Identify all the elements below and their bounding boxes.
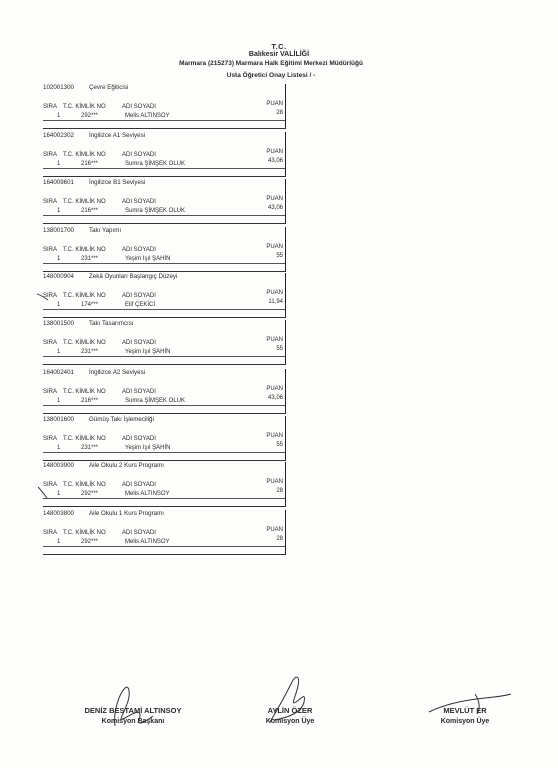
row-sira: 1 [57, 208, 61, 214]
row-sira: 1 [57, 256, 61, 262]
col-sira: SIRA [43, 293, 58, 299]
course-block [43, 132, 286, 177]
col-sira: SIRA [43, 530, 58, 536]
signature-scribble-member-1 [262, 672, 322, 727]
course-block [43, 84, 286, 129]
row-puan: 28 [276, 110, 283, 116]
course-code: 164002401 [43, 369, 74, 376]
col-ad: ADI SOYADI [122, 340, 156, 346]
header-tc: T.C. [271, 42, 287, 51]
col-puan: PUAN [266, 337, 283, 343]
course-name: İngilizce A2 Seviyesi [89, 369, 146, 376]
col-puan: PUAN [266, 479, 283, 485]
col-tc: T.C. KİMLİK NO [63, 436, 106, 442]
row-sira: 1 [57, 539, 61, 545]
col-puan: PUAN [266, 527, 283, 533]
row-sira: 1 [57, 161, 61, 167]
course-name: Takı Yapımı [89, 227, 122, 234]
course-header [43, 84, 128, 91]
course-header [43, 369, 145, 376]
row-tc: 292*** [81, 539, 99, 545]
col-sira: SIRA [43, 199, 58, 205]
col-puan: PUAN [266, 290, 283, 296]
row-ad: Elif ÇEKİCİ [125, 302, 156, 308]
course-code: 138001700 [43, 227, 74, 234]
course-header [43, 132, 145, 139]
row-divider [43, 263, 285, 264]
row-divider [43, 405, 285, 406]
row-ad: Sumra ŞİMŞEK OLUK [125, 208, 186, 214]
row-ad: Sumra ŞİMŞEK OLUK [125, 161, 186, 167]
col-ad: ADI SOYADI [122, 436, 156, 442]
row-puan: 55 [276, 346, 283, 352]
course-header [43, 273, 177, 280]
col-ad: ADI SOYADI [122, 530, 156, 536]
course-code: 148000904 [43, 273, 74, 280]
signatory-role: Komisyon Başkanı [101, 718, 165, 725]
row-puan: 43,06 [267, 158, 283, 164]
signatory-name: MEVLÜT ER [443, 706, 487, 715]
row-divider [43, 215, 285, 216]
col-tc: T.C. KİMLİK NO [63, 293, 106, 299]
course-name: Takı Tasarımcısı [89, 320, 134, 327]
course-name: Zekâ Oyunları Başlangıç Düzeyi [89, 273, 178, 280]
row-sira: 1 [57, 398, 61, 404]
row-puan: 55 [276, 442, 283, 448]
row-divider [43, 356, 285, 357]
row-puan: 11,94 [268, 299, 283, 305]
col-ad: ADI SOYADI [122, 482, 156, 488]
row-sira: 1 [57, 445, 61, 451]
col-tc: T.C. KİMLİK NO [63, 530, 106, 536]
col-puan: PUAN [266, 244, 283, 250]
course-header [43, 320, 134, 327]
row-tc: 216*** [81, 398, 99, 404]
course-name: İngilizce A1 Seviyesi [89, 132, 146, 139]
col-ad: ADI SOYADI [122, 389, 156, 395]
row-tc: 231*** [81, 349, 99, 355]
row-tc: 292*** [81, 113, 99, 119]
row-puan: 28 [276, 536, 283, 542]
course-header [43, 416, 154, 423]
row-sira: 1 [57, 302, 61, 308]
col-tc: T.C. KİMLİK NO [63, 340, 106, 346]
col-ad: ADI SOYADI [122, 152, 156, 158]
signatory-role: Komisyon Üye [265, 718, 315, 725]
course-name: İngilizce B1 Seviyesi [89, 179, 146, 186]
course-code: 102001300 [43, 84, 74, 91]
course-code: 164002302 [43, 132, 74, 139]
signature-scribble-chair [95, 682, 165, 732]
row-puan: 55 [276, 253, 283, 259]
col-puan: PUAN [266, 101, 283, 107]
header-governorship: Balıkesir VALİLİĞİ [248, 51, 310, 58]
row-puan: 43,06 [267, 395, 283, 401]
row-tc: 216*** [81, 161, 99, 167]
row-tc: 231*** [81, 445, 99, 451]
row-sira: 1 [57, 113, 61, 119]
course-block [43, 179, 286, 224]
col-tc: T.C. KİMLİK NO [63, 152, 106, 158]
course-name: Gümüş Takı İşlemeciliği [89, 416, 154, 423]
col-sira: SIRA [43, 247, 58, 253]
col-ad: ADI SOYADI [122, 104, 156, 110]
row-tc: 174*** [81, 302, 99, 308]
col-tc: T.C. KİMLİK NO [63, 389, 106, 395]
row-tc: 292*** [81, 491, 99, 497]
row-divider [43, 546, 285, 547]
course-code: 164009601 [43, 179, 74, 186]
course-block [43, 416, 286, 461]
col-sira: SIRA [43, 389, 58, 395]
course-block [43, 369, 286, 414]
course-block [43, 510, 286, 555]
course-block [43, 462, 286, 507]
course-code: 148003800 [43, 510, 74, 517]
course-header [43, 510, 164, 517]
course-block [43, 273, 286, 318]
col-ad: ADI SOYADI [122, 247, 156, 253]
col-tc: T.C. KİMLİK NO [63, 104, 106, 110]
col-tc: T.C. KİMLİK NO [63, 482, 106, 488]
row-sira: 1 [57, 491, 61, 497]
header-list-title: Usta Öğretici Onay Listesi / - [226, 72, 316, 79]
col-puan: PUAN [266, 386, 283, 392]
course-block [43, 227, 286, 272]
col-ad: ADI SOYADI [122, 293, 156, 299]
row-divider [43, 309, 285, 310]
col-ad: ADI SOYADI [122, 199, 156, 205]
course-name: Aile Okulu 2 Kurs Programı [89, 462, 164, 469]
row-divider [43, 120, 285, 121]
course-code: 138001600 [43, 416, 74, 423]
col-sira: SIRA [43, 152, 58, 158]
row-puan: 28 [276, 488, 283, 494]
row-ad: Melis ALTINSOY [125, 539, 170, 545]
course-header [43, 227, 121, 234]
course-header [43, 462, 164, 469]
col-sira: SIRA [43, 340, 58, 346]
row-ad: Yeşim Işıl ŞAHİN [125, 349, 171, 355]
col-sira: SIRA [43, 104, 58, 110]
course-code: 148003900 [43, 462, 74, 469]
course-header [43, 179, 145, 186]
course-code: 138001500 [43, 320, 74, 327]
row-ad: Yeşim Işıl ŞAHİN [125, 256, 171, 262]
row-divider [43, 452, 285, 453]
col-puan: PUAN [266, 433, 283, 439]
row-sira: 1 [57, 349, 61, 355]
row-puan: 43,06 [267, 205, 283, 211]
col-sira: SIRA [43, 482, 58, 488]
handwritten-mark [36, 292, 50, 302]
col-tc: T.C. KİMLİK NO [63, 199, 106, 205]
row-tc: 216*** [81, 208, 99, 214]
row-divider [43, 498, 285, 499]
row-ad: Yeşim Işıl ŞAHİN [125, 445, 171, 451]
col-puan: PUAN [266, 196, 283, 202]
row-ad: Sumra ŞİMŞEK OLUK [125, 398, 186, 404]
signature-scribble-member-2 [425, 690, 515, 720]
signatory-name: AYLİN ÖZER [267, 706, 313, 715]
signatory-role: Komisyon Üye [440, 718, 490, 725]
row-tc: 231*** [81, 256, 99, 262]
course-name: Çevre Eğiticisi [89, 84, 129, 91]
col-tc: T.C. KİMLİK NO [63, 247, 106, 253]
course-block [43, 320, 286, 365]
handwritten-mark [36, 486, 50, 500]
row-ad: Melis ALTINSOY [125, 491, 170, 497]
header-institution: Marmara (215273) Marmara Halk Eğitimi Merkezi Müdürlüğü [179, 60, 363, 67]
course-name: Aile Okulu 1 Kurs Programı [89, 510, 164, 517]
row-divider [43, 168, 285, 169]
signatory-name: DENİZ BESTAMİ ALTINSOY [84, 706, 182, 715]
col-puan: PUAN [266, 149, 283, 155]
row-ad: Melis ALTINSOY [125, 113, 170, 119]
col-sira: SIRA [43, 436, 58, 442]
